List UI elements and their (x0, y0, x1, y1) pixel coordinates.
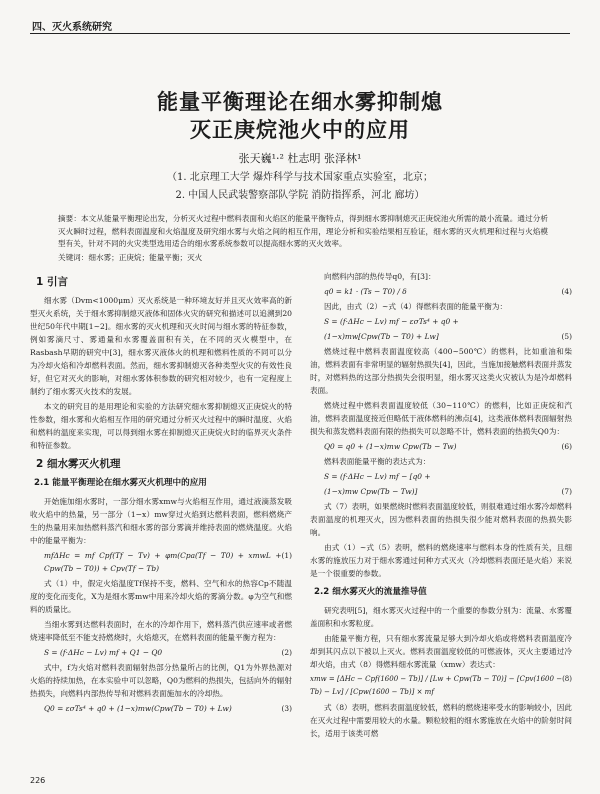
equation-4 (310, 285, 572, 298)
equation-5b (310, 330, 572, 343)
affiliation-2: 2. 中国人民武装警察部队学院 消防指挥系，河北 廊坊） (175, 190, 425, 201)
equation-body: S = (f·ΔHc − Lv) mf − εσTs⁴ + q0 + (324, 317, 459, 326)
section-mechanism-heading: 2 细水雾灭火机理 (36, 458, 121, 470)
paragraph: 当细水雾到达燃料表面时，在水的冷却作用下，燃料蒸汽供应速率或者燃烧速率降低至不能支持燃烧时，火焰熄灭，在燃料表面的能量平衡方程为： (30, 620, 292, 642)
equation-body: S = (f·ΔHc − Lv) mf + Q1 − Q0 (44, 648, 163, 657)
equation-number: (8) (562, 675, 572, 683)
paragraph: 本文的研究目的是用理论和实验的方法研究细水雾抑制熄灭正庚烷火的特性参数，细水雾和火焰相互作用的研究通过分析灭火过程中的瞬时温度、火焰和燃料的温度来实现，可以得到细水雾在抑制熄灭正庚烷火时的临界灭火条件和特征参数。 (30, 402, 292, 450)
equation-number: (5) (561, 332, 572, 341)
paragraph: 开始施加细水雾时，一部分细水雾xmw与火焰相互作用，通过液滴蒸发吸收火焰中的热量，另一部分（1−x）mw穿过火焰到达燃料表面，燃料燃烧产生的热量用来加热燃料蒸汽和细水雾的部分雾滴并维持表面的燃烧温度。火焰中的能量平衡为： (30, 497, 292, 545)
abstract: 摘要：本文从能量平衡理论出发，分析灭火过程中燃料表面和火焰区的能量平衡特点，得到细水雾抑制熄灭正庚烷池火所需的最小流量。通过分析灭火瞬时过程，燃料表面温度和火焰温度及研究细水雾与火焰之间的相互作用，理论分析和实验结果相互验证，细水雾的灭火机理和过程与火焰模型有关，针对不同的火灾类型选用适合的细水雾系统参数可以提高细水雾的灭火效率。 (58, 214, 548, 248)
equation-number: (3) (281, 704, 292, 713)
equation-body: (1−x)mw Cpw(Tb − Tw)] (324, 487, 418, 496)
paper-title-line1: 能量平衡理论在细水雾抑制熄 (157, 90, 443, 114)
equation-2 (30, 646, 292, 659)
paragraph: 由能量平衡方程，只有细水雾流量足够大到冷却火焰或将燃料表面温度冷却到其闪点以下被以上灭火。燃料表面温度较低的可燃液体，灭火主要通过冷却火焰，由式（8）得燃料细水雾流量（xmw）表达式： (310, 634, 572, 669)
paragraph: 由式（1）~式（5）表明，燃料的燃烧速率与燃料本身的性质有关，且细水雾的施放压力对于细水雾通过何种方式灭火（冷却燃料表面还是火焰）来说是一个很重要的参数。 (310, 543, 572, 578)
paragraph: 式中，f为火焰对燃料表面辐射热部分热量所占的比例，Q1为外界热源对火焰的持续加热，在本实验中可以忽略，Q0为燃料的热损失，包括向外的辐射热损失，向燃料内部热传导和对燃料表面施加水的冷却热。 (30, 663, 292, 698)
equation-body: xmw = [ΔHc − Cpf(1600 − Tb)] / [Lw + Cpw(Tb − T0)] − [Cpv(1600 − Tb) − Lv] / [Cpw(1600 − Tb)] × mf (310, 675, 563, 696)
paragraph: 研究表明[5]，细水雾灭火过程中的一个重要的参数分别为：流量、水雾覆盖面积和水雾粒度。 (310, 606, 572, 628)
equation-number: (6) (561, 442, 572, 451)
paragraph: 式（7）表明，如果燃烧时燃料表面温度较低，则很难通过细水雾冷却燃料表面温度的机理灭火，因为燃料表面的热损失很少能对燃料表面的热损失影响。 (310, 502, 572, 537)
paragraph: 燃料表面能量平衡的表达式为： (324, 457, 431, 466)
paragraph: 式（8）表明，燃料表面温度较低，燃料的燃烧速率受水的影响较小，因此在灭火过程中需要用较大的水量。颗粒较粗的细水雾施放在火焰中的阶射时间长，适用于该类可燃 (310, 703, 572, 738)
equation-body: (1−x)mw[Cpw(Tb − T0) + Lw] (324, 332, 439, 341)
equation-body: Q0 = εσTs⁴ + q0 + (1−x)mw(Cpw(Tb − T0) + Lw) (44, 704, 232, 713)
paragraph: 向燃料内部的热传导q0，有[3]： (324, 272, 436, 281)
page-number: 226 (30, 776, 46, 785)
equation-1 (30, 549, 292, 575)
equation-5a (310, 315, 572, 328)
equation-body: mfΔHc = mf Cpf(Tf − Tv) + φm(Cpa(Tf − T0) + xmwL + Cpw(Tb − T0)) + Cpv(Tf − Tb) (44, 551, 282, 573)
header-rule (30, 33, 570, 34)
equation-body: q0 = k1 · (Ts − T0) / δ (324, 287, 407, 296)
equation-number: (1) (281, 551, 292, 560)
equation-8 (310, 673, 572, 699)
subsection-heading: 2.1 能量平衡理论在细水雾灭火机理中的应用 (34, 478, 207, 488)
subsection-heading: 2.2 细水雾灭火的流量推导值 (314, 587, 427, 597)
equation-6 (310, 440, 572, 453)
right-column (310, 270, 572, 742)
paragraph: 式（1）中，假定火焰温度Tf保持不变，燃料、空气和水的热容Cp不随温度的变化而变化，X为是细水雾mw中用来冷却火焰的雾滴分数。φ为空气和燃料的质量比。 (30, 579, 292, 614)
paragraph: 细水雾（Dvm<1000μm）灭火系统是一种环境友好并且灭火效率高的新型灭火系统，关于细水雾抑制熄灭液体和固体火灾的研究和描述可以追溯到20世纪50年代中期[1~2]。细水雾的灭火机理和灭火时间与细水雾的特征参数，例如雾滴尺寸、雾通量和水雾覆盖面积有关，在不同的灭火模型中，在Rasbash早期的研究中[3]，细水雾灭液体火的机理和燃料性质的不同可以分为冷却火焰和冷却燃料表面。然而，细水雾抑制熄灭各种类型火灾的有效性良好，但它对灭火的影响，对细水雾体积参数的研究相对较少，也有一定程度上制约了细水雾灭火技术的发展。 (30, 296, 292, 396)
equation-number: (7) (561, 487, 572, 496)
paragraph: 燃烧过程中燃料表面温度较高（400~500℃）的燃料，比如重油和柴油，燃料表面有非常明显的辐射热损失[4]，因此，当施加接触燃料表面并蒸发时，对燃料热的这部分热损失会很明显，细水雾灭这类火灾被认为是冷却燃料表面。 (310, 347, 572, 395)
paragraph: 燃烧过程中燃料表面温度较低（30~110℃）的燃料，比如正庚烷和汽油，燃料表面温度接近但略低于液体燃料的沸点[4]，这类液体燃料表面辐射热损失和蒸发燃料表面有限的热损失可以忽略不计，燃料表面的热损失Q0为： (310, 401, 572, 436)
equation-body: Q0 = q0 + (1−x)mw Cpw(Tb − Tw) (324, 442, 457, 451)
paper-title-line2: 灭正庚烷池火中的应用 (190, 118, 410, 142)
equation-body: S = (f·ΔHc − Lv) mf − [q0 + (324, 472, 431, 481)
equation-number: (2) (281, 648, 292, 657)
left-column (30, 270, 292, 717)
equation-7a (310, 470, 572, 483)
authors: 张天巍¹·² 杜志明 张泽林¹ (238, 152, 362, 165)
equation-number: (4) (561, 287, 572, 296)
paragraph: 因此，由式（2）~式（4）得燃料表面的能量平衡为： (324, 302, 508, 311)
equation-3 (30, 702, 292, 715)
affiliation-1: （1. 北京理工大学 爆炸科学与技术国家重点实验室，北京； (167, 172, 433, 183)
section-introduction-heading: 1 引言 (36, 276, 68, 288)
keywords: 关键词：细水雾；正庚烷；能量平衡；灭火 (58, 253, 203, 262)
equation-7b (310, 485, 572, 498)
running-header: 四、灭火系统研究 (32, 22, 112, 33)
